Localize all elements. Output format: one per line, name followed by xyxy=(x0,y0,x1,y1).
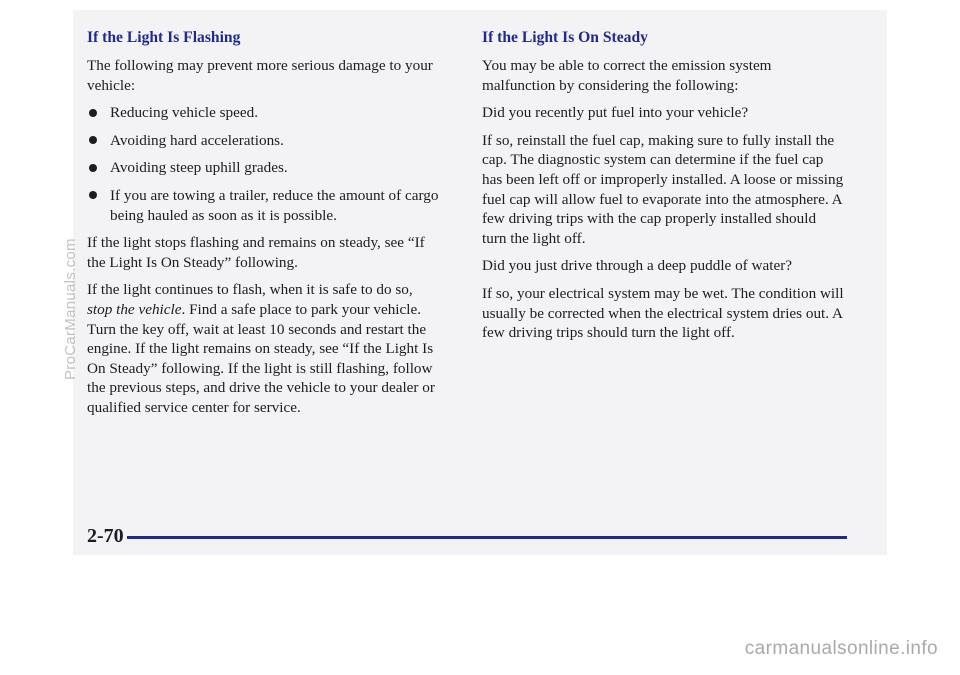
fuel-answer: If so, reinstall the fuel cap, making sure to fully install the cap. The diagnostic system can determine if the fuel cap has been left off or improperly installed. A loose or missing fuel cap will allow fuel to evaporate into the atmosphere. A few driving trips with the cap properly installed should turn the light off. xyxy=(482,131,844,247)
water-question: Did you just drive through a deep puddle of water? xyxy=(482,257,792,275)
list-item xyxy=(87,103,439,123)
list-item-text: If you are towing a trailer, reduce the amount of cargo being hauled as soon as it is possible. xyxy=(110,186,439,224)
footer-rule xyxy=(127,536,847,539)
bullet-icon xyxy=(89,191,97,199)
water-answer: If so, your electrical system may be wet. The condition will usually be corrected when the electrical system dries out. A few driving trips should turn the light off. xyxy=(482,284,844,342)
precaution-list xyxy=(87,103,439,225)
emphasis-text: stop the vehicle xyxy=(87,300,182,318)
page-number: 2-70 xyxy=(87,525,124,547)
list-item-text: Avoiding steep uphill grades. xyxy=(110,159,288,177)
list-item-text: Avoiding hard accelerations. xyxy=(110,131,284,149)
list-item xyxy=(87,186,439,225)
list-item xyxy=(87,131,439,151)
bullet-icon xyxy=(89,136,97,144)
left-column xyxy=(87,28,439,426)
bottom-watermark: carmanualsonline.info xyxy=(744,638,938,659)
section-heading-steady: If the Light Is On Steady xyxy=(482,29,648,46)
bullet-icon xyxy=(89,109,97,117)
stops-flashing-paragraph: If the light stops flashing and remains on steady, see “If the Light Is On Steady” following. xyxy=(87,234,425,271)
bullet-icon xyxy=(89,164,97,172)
paragraph-text: . Find a safe place to park your vehicle. Turn the key off, wait at least 10 seconds and restart the engine. If the light remains on steady, see “If the Light Is On Steady” following. If the light is still flashing, follow the previous steps, and drive the vehicle to your dealer or qualified service center for service. xyxy=(87,300,435,416)
intro-paragraph: You may be able to correct the emission system malfunction by considering the following: xyxy=(482,57,772,94)
fuel-question: Did you recently put fuel into your vehicle? xyxy=(482,104,749,122)
side-watermark: ProCarManuals.com xyxy=(62,238,79,380)
paragraph-text: If the light continues to flash, when it is safe to do so, xyxy=(87,281,413,299)
list-item-text: Reducing vehicle speed. xyxy=(110,104,259,122)
intro-paragraph: The following may prevent more serious damage to your vehicle: xyxy=(87,57,433,94)
continues-flashing-paragraph xyxy=(87,280,439,417)
list-item xyxy=(87,158,439,178)
page-footer xyxy=(87,523,847,549)
section-heading-flashing: If the Light Is Flashing xyxy=(87,29,241,46)
right-column xyxy=(482,28,844,351)
